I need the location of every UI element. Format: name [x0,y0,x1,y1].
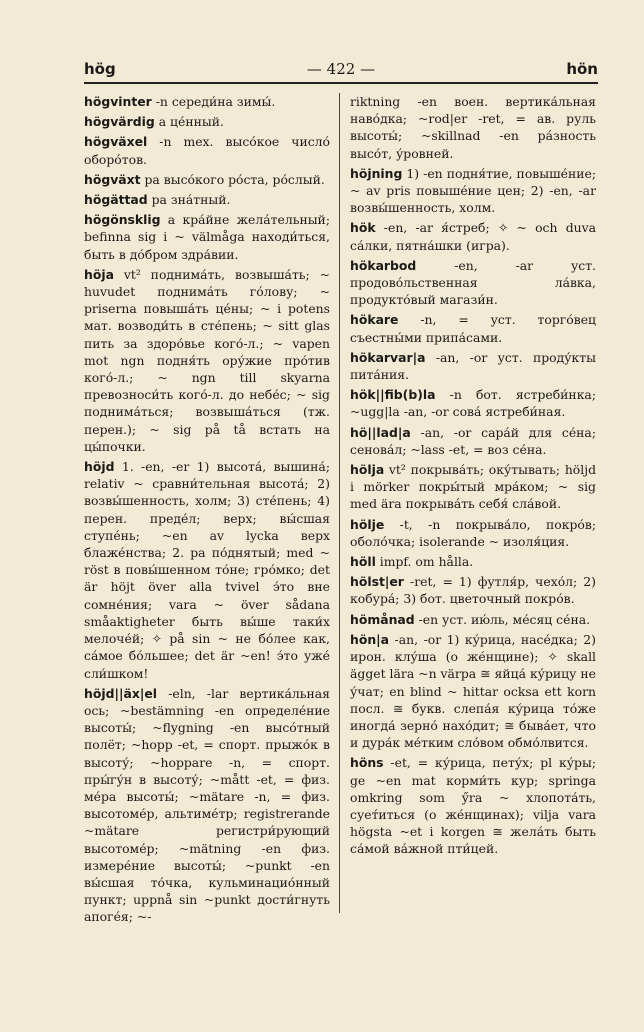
entry-definition: -ret, = 1) футля́р, чехо́л; 2) кобура́; 3) бот. цветочный покро́в. [350,574,596,607]
entry-definition: -en уст. ию́ль, ме́сяц се́на. [414,611,591,627]
entry-headword: hömånad [350,611,415,627]
entry [84,171,330,188]
entry-headword: hölja [350,462,385,478]
entry-headword: hök||fib(b)la [350,387,436,403]
entry [350,349,596,383]
entry [84,458,330,682]
entry-headword: hön|a [350,631,390,647]
entry-definition: 1. -en, -er 1) высота́, вышина́; relativ ~ сравни́тельная высота́; 2) возвы́шенность, холм; 3) сте́пень; 4) перен. преде́л; верх; вы́сшая ступе́нь; ~en av lycka верх блаже́нства; 2. pa по́днятый; med ~ röst в повы́шенном то́не; гро́мко; det är höjt över alla tvivel э́то вне сомне́ния; vara ~ över sådana småaktigheter быть вы́ше таки́х мелоче́й; ✧ på sin ~ не бо́лее как, са́мое бо́льшее; det är ~en! э́то уже́ сли́шком! [84,459,330,681]
entry [350,516,596,550]
entry [350,165,596,217]
entry-definition: impf. om hålla. [375,554,474,570]
entry-definition: -n бот. ястреби́нка; ~ugg|la -an, -or сова́ ястреби́ная. [350,387,596,420]
entry [84,191,330,208]
entry-definition: a це́нный. [154,114,224,130]
entry-headword: högväxel [84,134,148,150]
entry [84,93,330,110]
entry-headword: hök [350,220,376,236]
entry-headword: högättad [84,192,148,208]
entry-definition: -eln, -lar вертика́льная ось; ~bestämning -en определе́ние высоты́; ~flygning -en высо́тный полёт; ~hopp -et, = спорт. прыжо́к в высоту́; ~hoppare -n, = спорт. пры́гу́н в высоту́; ~mått -et, = физ. ме́ра высоты́; ~mätare -n, = физ. высотоме́р, альтиме́тр; registrerande ~mätare регистри́рующий высотоме́р; ~mätning -en физ. измере́ние высоты́; ~punkt -en вы́сшая то́чка, кульминацио́нный пункт; uppnå sin ~punkt дости́гнуть апоге́я; ~- [84,685,330,925]
header-right-word: hön [566,60,598,78]
entry-headword: högvinter [84,94,152,109]
entry [84,133,330,167]
entry-definition: -n, = уст. торго́вец съестны́ми припа́сами. [350,312,596,345]
entry-definition: -an, -or 1) ку́рица, насе́дка; 2) ирон. клу́ша (о же́нщине); ✧ skall ägget lära ~n värpa ≅ яйца́ ку́рицу не у́чат; en blind ~ hittar ocksa ett korn посл. ≅ букв. слепа́я ку́рица то́же иногда́ зерно́ нахо́дит; ≅ быва́ет, что и дура́к ме́тким сло́вом обмо́лвится. [350,631,596,751]
entry-definition: -n середи́на зимы́. [151,94,276,109]
entry-headword: höjd||äx|el [84,685,158,701]
entry-definition: -et, = ку́рица, пету́х; pl ку́ры; ge ~en mat корми́ть кур; springa omkring som ӳra ~ хлопота́ть, сует́иться (о же́нщинах); vilja vara högsta ~et i korgen ≅ жела́ть быть са́мой ва́жной пти́цей. [350,755,596,857]
entry-definition: vt² поднима́ть, возвыша́ть; ~ huvudet поднима́ть го́лову; ~ priserna повыша́ть це́ны; ~ i potens мат. возводи́ть в сте́пень; ~ sitt glas пить за здоро́вье кого́-л.; ~ vapen mot ngn подня́ть ору́жие про́тив кого́-л.; ~ ngn till skyarna превозноси́ть кого́-л. до небе́с; ~ sig поднима́ться; возвыша́ться (тж. перен.); ~ sig på tå встать на цы́почки. [84,266,330,454]
entry-definition: vt² покрыва́ть; оку́тывать; höljd i mörker покры́тый мра́ком; ~ sig med ära покрыва́ть себя́ сла́вой. [350,462,596,512]
entry [84,685,330,926]
entry-headword: högväxt [84,171,141,187]
header-left-word: hög [84,60,116,78]
entry-headword: högvärdig [84,114,155,130]
entry [350,311,596,345]
entry-definition: -en, -ar я́стреб; ✧ ~ och duva са́лки, пятна́шки (игра). [350,220,596,253]
entry [84,266,330,455]
entry-definition: riktning -en воен. вертика́льная наво́дка; ~rod|er -ret, = ав. руль высоты́; ~skillnad -en ра́зность высо́т, у́ровней. [350,94,596,161]
entry-definition: -t, -n покрыва́ло, покро́в; оболо́чка; isolerande ~ изоля́ция. [350,516,596,549]
entry-headword: höns [350,755,384,771]
entry-definition: pa высо́кого ро́ста, ро́слый. [140,171,325,187]
right-column [350,93,596,963]
entry-headword: hölje [350,516,385,532]
entry-definition: 1) -en подня́тие, повыше́ние; ~ av pris повыше́ние цен; 2) -en, -ar возвы́шенность, холм. [350,165,596,216]
entry-definition: -n mex. высо́кое число́ оборо́тов. [84,134,330,167]
header-rule [84,82,598,84]
entry-definition: pa зна́тный. [147,192,231,208]
entry-definition: a кра́йне жела́тельный; befinna sig i ~ välmåga находи́ться, быть в до́бром здра́вии. [84,212,330,262]
entry [350,461,596,513]
entry [350,573,596,607]
page-number: — 422 — [306,60,376,78]
entry-headword: högönsklig [84,212,161,228]
entry [350,219,596,253]
left-column [84,93,330,963]
entry-headword: höjning [350,165,403,181]
entry [350,386,596,420]
entry [350,257,596,309]
entry-headword: hö||lad|a [350,424,411,440]
entry [350,93,596,162]
entry-headword: höjd [84,459,115,475]
entry [84,113,330,130]
entry-definition: -an, -or сара́й для се́на; сенова́л; ~lass -et, = воз се́на. [350,424,596,457]
entry-definition: -en, -ar уст. продово́льственная ла́вка, продукто́вый магази́н. [350,257,596,308]
entry [350,611,596,628]
entry-definition: -an, -or уст. проду́кты пита́ния. [350,349,596,383]
entry [84,211,330,263]
entry-headword: höja [84,266,114,282]
column-divider [339,93,340,913]
entry [350,754,596,857]
entry-headword: höll [350,554,376,570]
running-head [84,60,598,80]
entry-headword: hölst|er [350,574,404,590]
entry [350,424,596,458]
entry [350,553,596,570]
entry-headword: hökarvar|a [350,349,426,365]
entry-headword: hökare [350,312,399,328]
entry-headword: hökarbod [350,257,417,273]
entry [350,631,596,751]
